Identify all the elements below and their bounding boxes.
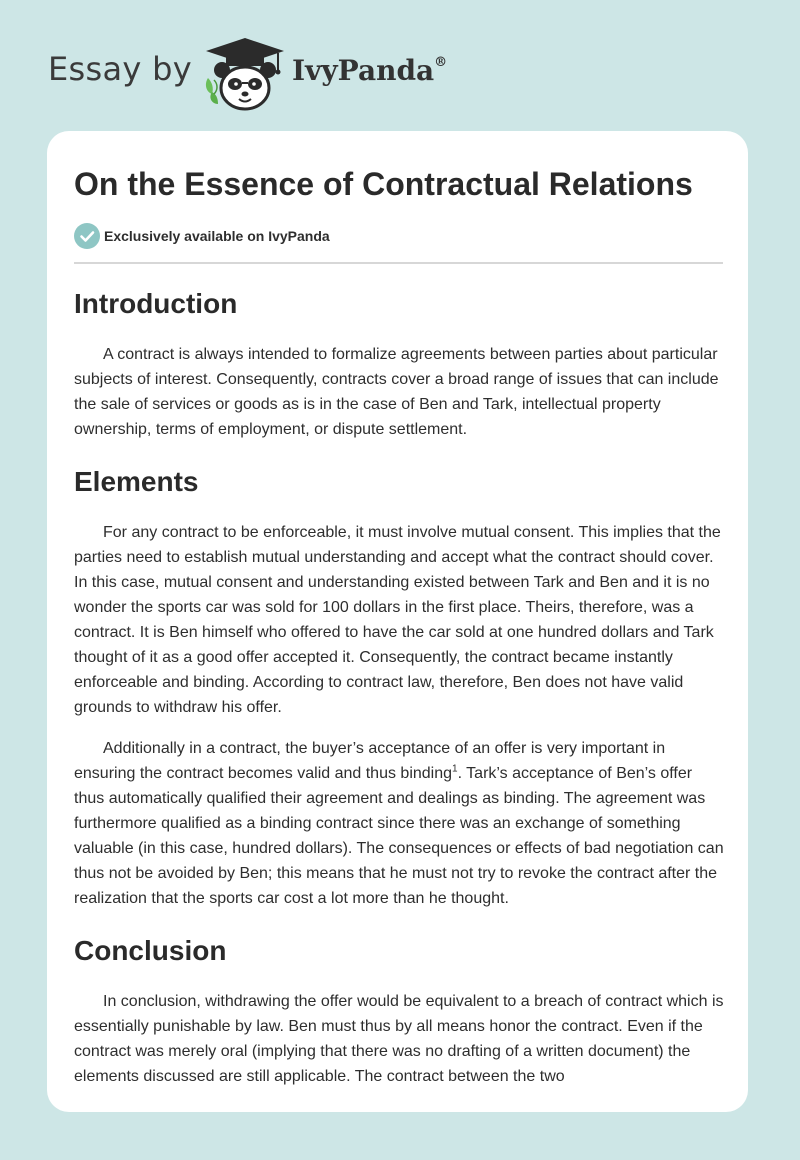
section-heading: Conclusion — [74, 935, 227, 966]
panda-graduate-icon[interactable] — [202, 34, 288, 114]
brand-name[interactable]: IvyPanda® — [292, 54, 448, 87]
paragraph: Additionally in a contract, the buyer’s acceptance of an offer is very important in ensuring the contract becomes valid and thus binding$^1$. Tark’s acceptance of Ben’s offer thus automatically qualified their agreement and dealings as binding. The agreement was furthermore qualified as a binding contract since there was an exchange of something valuable (in this case, hundred dollars). The consequences or effects of bad negotiation can thus not be avoided by Ben; this means that he must not try to revoke the contract after the realization that the sports car cost a lot more than he thought. — [74, 740, 724, 907]
paragraph: In conclusion, withdrawing the offer would be equivalent to a breach of contract which is essentially punishable by law. Ben must thus by all means honor the contract. Even if the contract was merely oral (implying that there was no drafting of a written document) the elements discussed are still applicable. The contract between the two — [74, 993, 724, 1085]
exclusive-badge-text: Exclusively available on IvyPanda — [104, 228, 330, 244]
essay-title: On the Essence of Contractual Relations — [74, 166, 693, 202]
check-circle-icon — [74, 223, 100, 249]
footnote-marker[interactable]: 1 — [452, 763, 458, 775]
paragraph: For any contract to be enforceable, it must involve mutual consent. This implies that the parties need to establish mutual understanding and accept what the contract should cover. In this case, mutual consent and understanding existed between Tark and Ben and it is no wonder the sports car was sold for 100 dollars in the first place. Theirs, therefore, was a contract. It is Ben himself who offered to have the car sold at one hundred dollars and Tark thought of it as a good offer accepted it. Consequently, the contract became instantly enforceable and binding. According to contract law, therefore, Ben does not have valid grounds to withdraw his offer. — [74, 524, 721, 716]
registered-mark: ® — [434, 54, 448, 70]
title-divider — [74, 262, 723, 264]
essay-card — [47, 131, 748, 1112]
section-heading: Elements — [74, 466, 199, 497]
section-heading: Introduction — [74, 288, 238, 319]
essay-by-label: Essay by — [48, 50, 192, 88]
exclusive-badge — [74, 223, 724, 249]
section-conclusion — [74, 933, 724, 1089]
section-introduction — [74, 286, 724, 442]
section-elements — [74, 464, 724, 911]
paragraph: A contract is always intended to formalize agreements between parties about particular subjects of interest. Consequently, contracts cover a broad range of issues that can include the sale of services or goods as is in the case of Ben and Tark, intellectual property ownership, terms of employment, or dispute settlement. — [74, 346, 719, 438]
site-header — [48, 30, 508, 112]
